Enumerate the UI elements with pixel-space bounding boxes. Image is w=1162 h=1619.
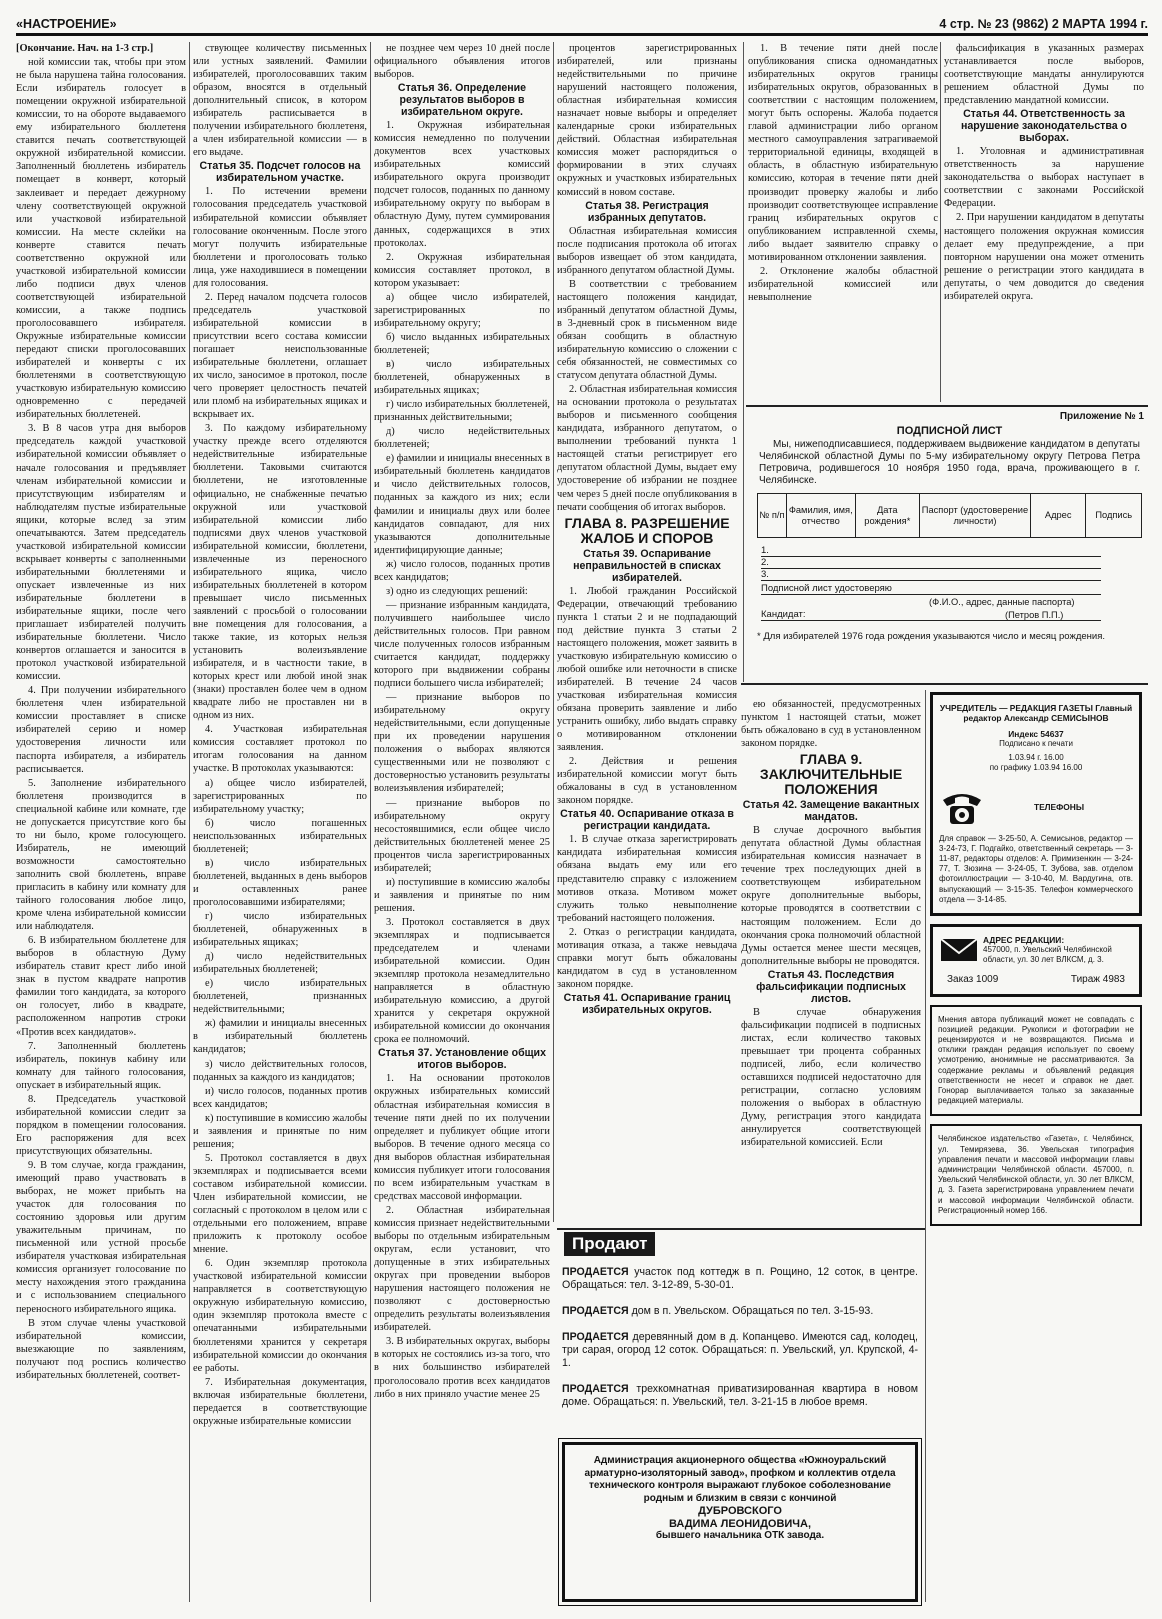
paragraph: 5. Протокол составляется в двух экземплярах и подписывается всеми составом избирательной комиссии. Член избирательной комиссии, не согласный с протоколом в целом или с отдельными его положением, вправе приложить к протоколу особое мнение. — [193, 1152, 367, 1256]
editorial-notes: Мнения автора публикаций может не совпадать с позицией редакции. Рукописи и фотографии не рецензируются и не возвращаются. Письма и отклики граждан редакция использует по своему усмотрению, анонимные не рассматриваются. За содержание рекламы и объявлений редакция ответственности не несет и справок не дает. Гонорар выплачивается только за заказанные редакцией материалы. — [938, 1014, 1134, 1106]
paragraph: 1. Любой гражданин Российской Федерации, отвечающий требованию пункта 1 статьи 2 и не подпадающий под действие пункта 3 статьи 2 настоящего положения, может заявить в участковую избирательную комиссию о любой ошибке или неточности в списке избирателей. В течение 24 часов участковая избирательная комиссия обязана проверить заявление и либо устранить ошибку, либо выдать справку о мотивированном отклонении заявления. — [557, 585, 737, 754]
paragraph: 3. Протокол составляется в двух экземплярах и подписывается председателем и членами избирательной комиссии. Один экземпляр протокола незамедлительно направляется в областную избирательную комиссию, а другой хранится у секретаря окружной избирательной комиссии до окончания срока ее полномочий. — [374, 916, 550, 1046]
column-4 — [557, 42, 737, 1222]
paragraph: 8. Председатель участковой избирательной комиссии следит за порядком в помещении голосования. Его распоряжения для всех присутствующих обязательны. — [16, 1093, 186, 1157]
phones-list: Для справок — 3-25-50, А. Семисынов, редактор — 3-24-73, Г. Подгайко, ответственный секретарь — 3-11-87, редакторы отделов: А. Примизенкин — 3-24-77, Т. Зюзина — 3-24-05, Т. Зубова, зав. отделом фотоиллюстрации — 3-10-40, М. Вардугина, отв. выпускающий — 3-15-35. Телефон коммерческого отдела — 3-14-85. — [939, 833, 1133, 904]
article-heading: Статья 37. Установление общих итогов выборов. — [378, 1047, 546, 1072]
table-header: Подпись — [1086, 494, 1142, 538]
section-rule — [746, 405, 1148, 407]
chapter-heading: ГЛАВА 8. РАЗРЕШЕНИЕ ЖАЛОБ И СПОРОВ — [564, 514, 730, 546]
table-row: 3. — [761, 569, 1101, 581]
schedule-2: по графику 1.03.94 16.00 — [989, 763, 1083, 773]
paragraph: ствующее количеству письменных или устных заявлений. Фамилии избирателей, проголосовавших таким образом, вносятся в отдельный дополнительный список, в котором избиратель расписывается в получении избирательного бюллетеня, а член избирательной комиссии — в его выдаче. — [193, 43, 367, 159]
obituary-text: Администрация акционерного общества «Южноуральский арматурно-изоляторный завод», профком и коллектив отдела технического контроля выражают глубокое соболезнование родным и близким в связи с кончиной — [584, 1455, 896, 1504]
chapter-heading: ГЛАВА 9. ЗАКЛЮЧИТЕЛЬНЫЕ ПОЛОЖЕНИЯ — [759, 751, 903, 798]
paragraph: 1. Окружная избирательная комиссия немедленно по получении документов всех участковых избирательных комиссий избирательного округа производит подсчет голосов, поданных по данному избирательному округу по выборам в областную Думу, путем суммирования данных, содержащихся в этих протоколах. — [374, 120, 550, 249]
column-rule — [743, 42, 744, 682]
paragraph: 2. При нарушении кандидатом в депутаты настоящего положения окружная комиссия делает ему предупреждение, а при повторном нарушении она может отменить решение о регистрации этого кандидата в депутаты, о чем доводится до сведения избирателей округа. — [944, 212, 1144, 302]
paragraph: 1. На основании протоколов окружных избирательных комиссий областная избирательная комиссия в течение пяти дней по их получении определяет и публикует общие итоги выборов. В течение одного месяца со дня выборов областная избирательная комиссия публикует итоги голосования по всем избирательным участкам в средствах массовой информации. — [374, 1073, 550, 1202]
paragraph: а) общее число избирателей, зарегистрированных по избирательному участку; — [193, 777, 367, 815]
paragraph: 3. В избирательных округах, выборы в которых не состоялись из-за того, что в них большинство избирателей проголосовало против всех кандидатов либо в них приняло участие менее 25 — [374, 1336, 550, 1400]
issue-info: 4 стр. № 23 (9862) 2 МАРТА 1994 г. — [939, 17, 1148, 31]
article-heading: Статья 35. Подсчет голосов на избирательном участке. — [199, 160, 361, 185]
paragraph: к) поступившие в комиссию жалобы и заявления и принятые по ним решения; — [193, 1112, 367, 1150]
paragraph: и) число голосов, поданных против всех кандидатов; — [193, 1085, 367, 1110]
ads-heading: Продают — [564, 1232, 655, 1256]
subscription-sheet — [751, 411, 1148, 663]
paragraph: 4. Участковая избирательная комиссия составляет протокол по итогам голосования на данном участке. В протоколах указываются: — [193, 724, 367, 775]
table-header: Дата рождения* — [855, 494, 919, 538]
table-header: № п/п — [758, 494, 787, 538]
paragraph: в) число избирательных бюллетеней, выданных в день выборов и оставленных ранее проголосовавшими избирателями; — [193, 857, 367, 908]
printer-info: Челябинское издательство «Газета», г. Челябинск, ул. Темирязева, 36. Увельская типография управления печати и массовой информации главы администрации Челябинской области. 457000, п. Увельский Челябинской области, ул. 30 лет ВЛКСМ, д. 3. Газета зарегистрирована управлением печати и массовой информации Челябинской области. Регистрационный номер 166. — [938, 1134, 1134, 1215]
section-rule — [741, 683, 1148, 685]
classified-ads — [562, 1266, 918, 1422]
column-rule — [553, 42, 554, 1222]
paragraph: з) число действительных голосов, поданных за каждого из кандидатов; — [193, 1058, 367, 1083]
paragraph: 3. В 8 часов утра дня выборов председатель каждой участковой избирательной комиссии объявляет о начале голосования и предъявляет членам избирательной комиссии и присутствующим избирателям и наблюдателям пустые избирательные ящики, которые вслед за этим опечатываются. Затем председатель участковой избирательной комиссии вскрывает конверты с заполненными избирательными бюллетенями и опускает извлеченные из них избирательные бюллетени в избирательные ящики, после чего приглашает избирателей получить избирательные бюллетени. Число конвертов оглашается и заносится в протокол участковой избирательной комиссии. — [16, 423, 186, 683]
paragraph: е) число избирательных бюллетеней, признанных недействительными; — [193, 978, 367, 1016]
column-rule — [189, 42, 190, 1602]
newspaper-name: «НАСТРОЕНИЕ» — [16, 17, 117, 31]
paragraph: д) число недействительных бюллетеней; — [374, 426, 550, 451]
imprint-box — [930, 692, 1142, 916]
subscription-table — [757, 493, 1142, 538]
table-row: 2. — [761, 557, 1101, 569]
column-5 — [748, 42, 938, 397]
subscription-title: ПОДПИСНОЙ ЛИСТ — [896, 425, 1003, 437]
paragraph: 9. В том случае, когда гражданин, имеющий право участвовать в выборах, не может прибыть на участок для голосования по состоянию здоровья или другим уважительным причинам, по письменной или устной просьбе избирателя участковая избирательная комиссия организует голосование по месту нахождения этого гражданина и с использованием специального переносного избирательного ящика. — [16, 1159, 186, 1315]
article-heading: Статья 41. Оспаривание границ избирательных округов. — [563, 991, 731, 1016]
paragraph: г) число избирательных бюллетеней, признанных действительными; — [374, 399, 550, 424]
paragraph: 1. По истечении времени голосования председатель участковой избирательной комиссии объявляет голосование оконченным. После этого могут получить избирательные бюллетени и проголосовать только лица, уже находившиеся в помещении для голосования. — [193, 186, 367, 289]
table-header: Паспорт (удостоверение личности) — [920, 494, 1031, 538]
paragraph: 2. Областная избирательная комиссия на основании протокола о результатах выборов и письменного сообщения кандидата, избранного депутатом, о выполнении требований пункта 1 настоящей статьи регистрирует его депутатом областной Думы, выдает ему удостоверение об избрании не позднее чем через 5 дней после опубликования в печати сообщения об итогах выборов. — [557, 384, 737, 513]
printer-box — [930, 1124, 1142, 1226]
imprint — [930, 692, 1142, 1226]
appendix-label: Приложение № 1 — [1059, 411, 1144, 422]
obituary-role: бывшего начальника ОТК завода. — [655, 1530, 825, 1541]
column-rule — [370, 42, 371, 1602]
phones-title: ТЕЛЕФОНЫ — [1033, 801, 1085, 812]
paragraph: д) число недействительных избирательных бюллетеней; — [193, 951, 367, 976]
paragraph: — признание выборов по избирательному округу недействительными, если допущенные при их проведении нарушения положения о выборах являются существенными или не позволяют с достоверностью установить результаты волеизъявления избирателей; — [374, 692, 550, 795]
paragraph: и) поступившие в комиссию жалобы и заявления и принятые по ним решения. — [374, 876, 550, 914]
article-heading: Статья 40. Оспаривание отказа в регистрации кандидата. — [560, 808, 734, 833]
certify-note: (Ф.И.О., адрес, данные паспорта) — [929, 597, 1075, 607]
paragraph: — признание избранным кандидата, получившего наибольшее число действительных голосов. При равном числе полученных голосов избранным считается кандидат, поддержку которого при выдвижении собраны подписи большего числа избирателей; — [374, 599, 550, 690]
envelope-icon — [939, 935, 979, 965]
paragraph: г) число избирательных бюллетеней, обнаруженных в избирательных ящиках; — [193, 911, 367, 949]
ad-item: ПРОДАЕТСЯ трехкомнатная приватизированная квартира в новом доме. Обращаться: п. Увельский, тел. 3-21-15 в любое время. — [562, 1383, 918, 1408]
paragraph: 2. Отклонение жалобы областной избирательной комиссией или невыполнение — [748, 265, 938, 303]
paragraph: 6. В избирательном бюллетене для выборов в областную Думу избиратель ставит крест либо иной знак в пустом квадрате напротив фамилии того кандидата, за которого он голосует, либо в квадрате, расположенном напротив строки «Против всех кандидатов». — [16, 935, 186, 1038]
telephone-icon — [939, 786, 985, 828]
paragraph: 5. Заполнение избирательного бюллетеня производится в специальной кабине или комнате, где не допускается присутствие кого бы то ни было, кроме голосующего. Избиратель, не имеющий возможности самостоятельно заполнить свой бюллетень, вправе пригласить в кабину или комнату для тайного голосования любое лицо, кроме члена избирательной комиссии или наблюдателя. — [16, 777, 186, 933]
paragraph: ею обязанностей, предусмотренных пунктом 1 настоящей статьи, может быть обжаловано в суд в установленном законом порядке. — [741, 699, 921, 750]
paragraph: б) число погашенных неиспользованных избирательных бюллетеней; — [193, 817, 367, 855]
notes-box — [930, 1005, 1142, 1117]
address-text: 457000, п. Увельский Челябинской области, ул. 30 лет ВЛКСМ, д. 3. — [983, 945, 1112, 965]
founder: УЧРЕДИТЕЛЬ — РЕДАКЦИЯ ГАЗЕТЫ Главный редактор Александр СЕМИСЫНОВ — [939, 703, 1133, 723]
obituary-name-2: ВАДИМА ЛЕОНИДОВИЧА, — [668, 1517, 812, 1530]
paragraph: е) фамилии и инициалы внесенных в избирательный бюллетень кандидатов и число действительных голосов, поданных за каждого из них; если фамилии и инициалы двух или более кандидатов совпадают, для них указываются дополнительные идентифицирующие данные; — [374, 453, 550, 556]
paragraph: 2. Перед началом подсчета голосов председатель участковой избирательной комиссии в присутствии всего состава комиссии погашает неиспользованные избирательные бюллетени, оглашает их число, заносимое в протокол, после чего проверяет целостность печатей или пломб на избирательных ящиках и вскрывает их. — [193, 291, 367, 421]
signed-label: Подписано к печати — [999, 739, 1073, 748]
paragraph: ж) число голосов, поданных против всех кандидатов; — [374, 558, 550, 583]
paragraph: процентов зарегистрированных избирателей, или признаны недействительными по причине нарушений настоящего положения, областная избирательная комиссия назначает новые выборы и определяет календарные сроки избирательных действий. Областная избирательная комиссия может распорядиться о формировании в этих случаях окружных и участковых избирательных комиссий в новом составе. — [557, 43, 737, 198]
article-heading: Статья 36. Определение результатов выборов в избирательном округе. — [397, 82, 527, 119]
address-box — [930, 924, 1142, 997]
article-heading: Статья 38. Регистрация избранных депутатов. — [585, 199, 709, 224]
ad-item: ПРОДАЕТСЯ деревянный дом в д. Копанцево. Имеются сад, колодец, три сарая, огород 12 соток. Обращаться: п. Увельский, ул. Крупской, 4-1. — [562, 1331, 918, 1369]
article-heading: Статья 39. Оспаривание неправильностей в списках избирателей. — [573, 547, 721, 584]
subscription-intro: Мы, нижеподписавшиеся, поддерживаем выдвижение кандидатом в депутаты Челябинской областной Думы по 5-му избирательному округу Петрова Петра Петровича, родившегося 10 ноября 1950 года, врача, проживающего в г. Челябинске. — [759, 439, 1140, 486]
column-7 — [741, 698, 921, 1228]
paragraph: ж) фамилии и инициалы внесенных в избирательный бюллетень кандидатов; — [193, 1018, 367, 1056]
paragraph: В случае обнаружения фальсификации подписей в подписных листах, если количество таковых превышает три процента собранных подписей, либо, если количество оставшихся подписей недостаточно для регистрации, согласно условиям положения о выборах в областную Думу, регистрация этого кандидата аннулируется соответствующей избирательной комиссией. Если — [741, 1006, 921, 1149]
paragraph: 3. По каждому избирательному участку прежде всего отделяются недействительные избирательные бюллетени. Таковыми считаются бюллетени, не изготовленные официально, не снабженные печатью окружной или участковой избирательной комиссии либо подписями двух членов участковой избирательной комиссии, бюллетени, извлеченные из переносного избирательного ящика, число избирательных бюллетеней в котором превышает число письменных заявлений с просьбой о голосовании вне помещения для голосования, а также такие, из которых нельзя установить волеизъявление избирателя, и в частности такие, в которых крест или любой иной знак (знаки) проставлен более чем в одном квадрате либо не проставлен ни в одном из них. — [193, 423, 367, 722]
paragraph: б) число выданных избирательных бюллетеней; — [374, 331, 550, 356]
paragraph: а) общее число избирателей, зарегистрированных по избирательному округу; — [374, 291, 550, 329]
article-heading: Статья 44. Ответственность за нарушение законодательства о выборах. — [960, 108, 1128, 145]
paragraph: 2. Окружная избирательная комиссия составляет протокол, в котором указывает: — [374, 251, 550, 289]
paragraph: 2. Областная избирательная комиссия признает недействительными выборы по отдельным избирательным округам, если установит, что допущенные в этих избирательных округах при проведении выборов нарушения настоящего положения не позволяют с достоверностью определить результаты волеизъявления избирателей. — [374, 1204, 550, 1334]
article-heading: Статья 42. Замещение вакантных мандатов. — [742, 799, 920, 824]
paragraph: 7. Избирательная документация, включая избирательные бюллетени, передается в соответствующие окружные избирательные комиссии — [193, 1376, 367, 1427]
address-title: АДРЕС РЕДАКЦИИ: — [983, 935, 1065, 946]
paragraph: ной комиссии так, чтобы при этом не была нарушена тайна голосования. Если избиратель голосует в помещении окружной избирательной комиссии, то на обороте выдаваемого ему избирательного бюллетеня ставится печать соответствующей окружной избирательной комиссии. Заполненный бюллетень избиратель помещает в конверт, который заклеивает и передает дежурному члену соответствующей окружной или участковой избирательной комиссии. На месте склейки на конверте ставится печать соответственно окружной или участковой избирательной комиссии либо подписи двух членов соответствующей избирательной комиссии, а также подпись проголосовавшего избирателя. Окружные избирательные комиссии передают списки проголосовавших избирателей и конверты с их бюллетенями в соответствующую участковую избирательную комиссию одновременно с передачей избирательных бюллетеней. — [16, 57, 186, 421]
paragraph: 1. В случае отказа зарегистрировать кандидата избирательная комиссия обязана выдать ему или его представителю справку с изложением мотивов отказа. Мотивом может служить только невыполнение требований настоящего положения. — [557, 834, 737, 924]
article-heading: Статья 43. Последствия фальсификации подписных листов. — [756, 968, 906, 1005]
paragraph: 2. Отказ о регистрации кандидата, мотивация отказа, а также невыдача справки могут быть обжалованы кандидатом в суд в установленном законом порядке. — [557, 926, 737, 990]
column-6 — [944, 42, 1144, 397]
paragraph: — признание выборов по избирательному округу несостоявшимися, если общее число действительных бюллетеней менее 25 процентов числа зарегистрированных избирателей; — [374, 797, 550, 874]
table-header: Фамилия, имя, отчество — [786, 494, 855, 538]
paragraph: В этом случае члены участковой избирательной комиссии, выезжающие по заявлениям, получают под роспись количество избирательных бюллетеней, соответ- — [16, 1317, 186, 1381]
section-rule — [557, 1228, 925, 1230]
index: Индекс 54637 — [1008, 729, 1064, 739]
ad-item: ПРОДАЕТСЯ дом в п. Увельском. Обращаться по тел. 3-15-93. — [562, 1305, 874, 1317]
paragraph: 2. Действия и решения избирательной комиссии могут быть обжалованы в суд в установленном законом порядке. — [557, 756, 737, 807]
paragraph: з) одно из следующих решений: — [386, 585, 528, 597]
table-row: 1. — [761, 545, 1101, 557]
paragraph: 1. В течение пяти дней после опубликования списка одномандатных избирательных округов границы избирательных округов, образованных в соответствии с настоящим положением, могут быть оспорены. Жалоба подается главой администрации либо органом местного самоуправления затрагиваемой территориальной единицы, входящей в область, в областную избирательную комиссию, которая в течение пяти дней производит проверку жалобы и либо производит соответствующее исправление границ избирательных округов с опубликованием исправленной схемы, либо выдает заявителю справку о мотивированном отклонении заявления. — [748, 43, 938, 263]
paragraph: 6. Один экземпляр протокола участковой избирательной комиссии направляется в соответствующую окружную избирательную комиссию, один экземпляр протокола вместе с опечатанными избирательными бюллетенями хранится у секретаря избирательной комиссии до окончания ее работы. — [193, 1258, 367, 1374]
paragraph: 7. Заполненный бюллетень избиратель, покинув кабину или комнату для тайного голосования, опускает в избирательный ящик. — [16, 1040, 186, 1091]
subscription-footnote: * Для избирателей 1976 года рождения указываются число и месяц рождения. — [757, 631, 1105, 642]
paragraph: В случае досрочного выбытия депутата областной Думы областная избирательная комиссия назначает в течение трех последующих дней в соответствующем избирательном округе дополнительные выборы, которые проводятся в соответствии с настоящим положением. Если до окончания срока полномочий областной Думы остается менее шести месяцев, дополнительные выборы не проводятся. — [741, 825, 921, 967]
paragraph: в) число избирательных бюллетеней, обнаруженных в избирательных ящиках; — [374, 358, 550, 397]
column-1 — [16, 42, 186, 1602]
paragraph: 4. При получении избирательного бюллетеня член избирательной комиссии проставляет в списке избирателей серию и номер удостоверения личности или паспорта избирателя, а избиратель расписывается. — [16, 685, 186, 775]
column-rule — [925, 690, 926, 1602]
obituary-name-1: ДУБРОВСКОГО — [698, 1505, 782, 1517]
column-rule — [940, 42, 941, 402]
continuation-note: [Окончание. Нач. на 1-3 стр.] — [16, 43, 154, 54]
table-header: Адрес — [1030, 494, 1085, 538]
column-2 — [193, 42, 367, 1602]
obituary — [562, 1442, 918, 1602]
paragraph: 1. Уголовная и административная ответственность за нарушение законодательства о выборах наступает в соответствии с законами Российской Федерации. — [944, 146, 1144, 210]
schedule-1: 1.03.94 г. 16.00 — [1008, 753, 1064, 763]
paragraph: В соответствии с требованием настоящего положения кандидат, избранный депутатом областной Думы, в 3-дневный срок в письменном виде обязан сообщить в областную избирательную комиссию о сложении с себя обязанностей, не совместимых со статусом депутата областной Думы. — [557, 278, 737, 382]
print-run: Тираж 4983 — [1070, 974, 1125, 986]
column-3 — [374, 42, 550, 1602]
paragraph: не позднее чем через 10 дней после официального объявления итогов выборов. — [374, 43, 550, 81]
ad-item: ПРОДАЕТСЯ участок под коттедж в п. Рощино, 12 соток, в центре. Обращаться: тел. 3-12-89, 5-30-01. — [562, 1266, 918, 1291]
candidate-note: (Петров П.П.) — [1005, 610, 1064, 620]
certify-line: Подписной лист удостоверяю — [761, 583, 1101, 595]
page-header — [16, 14, 1148, 36]
order-number: Заказ 1009 — [947, 974, 999, 986]
paragraph: фальсификация в указанных размерах устанавливается после выборов, соответствующие мандаты аннулируются решением областной Думы по представлению мандатной комиссии. — [944, 43, 1144, 107]
paragraph: Областная избирательная комиссия после подписания протокола об итогах выборов извещает об этом кандидата, избранного депутатом областной Думы. — [557, 225, 737, 276]
candidate-line: Кандидат: — [761, 609, 1101, 621]
